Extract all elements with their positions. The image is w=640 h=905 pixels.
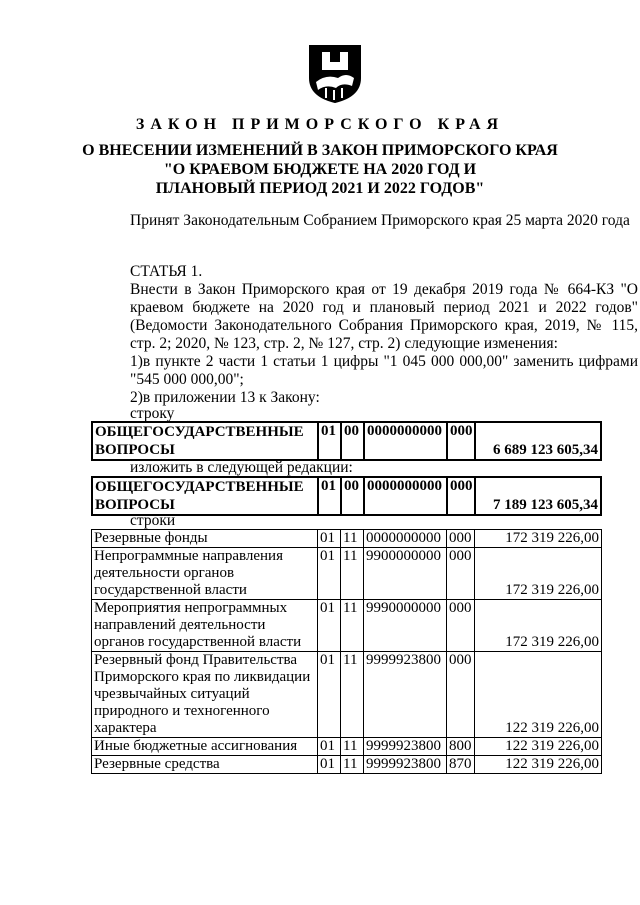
row-code: 11	[341, 530, 364, 548]
row-sum: 6 689 123 605,34	[475, 422, 601, 460]
table-row	[92, 738, 602, 756]
row-code: 0000000000	[364, 530, 447, 548]
row-code: 9999923800	[364, 756, 447, 774]
row-sum: 7 189 123 605,34	[475, 477, 601, 515]
row-code: 01	[318, 530, 341, 548]
row-code: 01	[318, 477, 341, 515]
article-item-1: 1)в пункте 2 части 1 статьи 1 цифры "1 045 000 000,00" заменить цифрами "545 000 000,00";	[130, 353, 638, 388]
row-sum: 172 319 226,00	[475, 600, 602, 652]
row-name: Резервный фонд Правительства Приморского края по ликвидации чрезвычайных ситуаций природного и техногенного характера	[92, 652, 318, 738]
row-code: 9999923800	[364, 738, 447, 756]
row-sum: 172 319 226,00	[475, 530, 602, 548]
row-name: Непрограммные направления деятельности органов государственной власти	[92, 548, 318, 600]
table-row	[92, 548, 602, 600]
row-code: 000	[447, 652, 475, 738]
table-row	[92, 756, 602, 774]
table-row	[92, 600, 602, 652]
article-heading: СТАТЬЯ 1.	[130, 263, 203, 280]
row-code: 11	[341, 738, 364, 756]
row-code: 800	[447, 738, 475, 756]
row-code: 000	[447, 530, 475, 548]
row-code: 000	[447, 477, 475, 515]
adoption-note: Принят Законодательным Собранием Приморского края 25 марта 2020 года	[130, 212, 630, 229]
row-code: 000	[447, 422, 475, 460]
row-code: 01	[318, 756, 341, 774]
row-code: 9900000000	[364, 548, 447, 600]
row-code: 01	[318, 600, 341, 652]
table-row	[92, 530, 602, 548]
subtitle-line: ПЛАНОВЫЙ ПЕРИОД 2021 И 2022 ГОДОВ"	[155, 180, 485, 197]
row-code: 01	[318, 548, 341, 600]
row-code: 11	[341, 600, 364, 652]
row-code: 11	[341, 652, 364, 738]
row-name: ОБЩЕГОСУДАРСТВЕННЫЕ ВОПРОСЫ	[92, 422, 318, 460]
row-sum: 122 319 226,00	[475, 738, 602, 756]
article-intro: Внести в Закон Приморского края от 19 декабря 2019 года № 664-КЗ "О краевом бюджете на 2020 год и плановый период 2021 и 2022 годов" (Ведомости Законодательного Собрания Приморского края, 2019, № 115, стр. 2; 2020, № 123, стр. 2, № 127, стр. 2) следующие изменения:	[130, 281, 638, 352]
row-code: 000	[447, 600, 475, 652]
row-code: 00	[341, 422, 364, 460]
row-code: 00	[341, 477, 364, 515]
row-code: 01	[318, 422, 341, 460]
subtitle-line: "О КРАЕВОМ БЮДЖЕТЕ НА 2020 ГОД И	[163, 161, 477, 178]
row-sum: 122 319 226,00	[475, 756, 602, 774]
label-edit: изложить в следующей редакции:	[130, 459, 353, 476]
new-row-table	[91, 476, 602, 516]
row-code: 11	[341, 756, 364, 774]
row-code: 01	[318, 738, 341, 756]
row-sum: 172 319 226,00	[475, 548, 602, 600]
subtitle-line: О ВНЕСЕНИИ ИЗМЕНЕНИЙ В ЗАКОН ПРИМОРСКОГО КРАЯ	[82, 142, 558, 159]
article-item-2: 2)в приложении 13 к Закону:	[130, 389, 320, 406]
primorsky-coat-of-arms-icon	[308, 44, 362, 104]
row-name: Мероприятия непрограммных направлений деятельности органов государственной власти	[92, 600, 318, 652]
rows-table	[91, 529, 602, 774]
label-rows: строки	[130, 512, 176, 529]
table-row	[92, 422, 601, 460]
row-code: 0000000000	[364, 477, 447, 515]
row-code: 01	[318, 652, 341, 738]
row-name: Резервные средства	[92, 756, 318, 774]
row-code: 9990000000	[364, 600, 447, 652]
row-code: 870	[447, 756, 475, 774]
row-sum: 122 319 226,00	[475, 652, 602, 738]
row-name: Резервные фонды	[92, 530, 318, 548]
label-row: строку	[130, 405, 175, 422]
row-name: Иные бюджетные ассигнования	[92, 738, 318, 756]
table-row	[92, 477, 601, 515]
row-code: 000	[447, 548, 475, 600]
row-name: ОБЩЕГОСУДАРСТВЕННЫЕ ВОПРОСЫ	[92, 477, 318, 515]
old-row-table	[91, 421, 602, 461]
law-title: ЗАКОН ПРИМОРСКОГО КРАЯ	[135, 116, 505, 133]
table-row	[92, 652, 602, 738]
row-code: 11	[341, 548, 364, 600]
row-code: 0000000000	[364, 422, 447, 460]
row-code: 9999923800	[364, 652, 447, 738]
law-subtitle	[0, 141, 640, 198]
